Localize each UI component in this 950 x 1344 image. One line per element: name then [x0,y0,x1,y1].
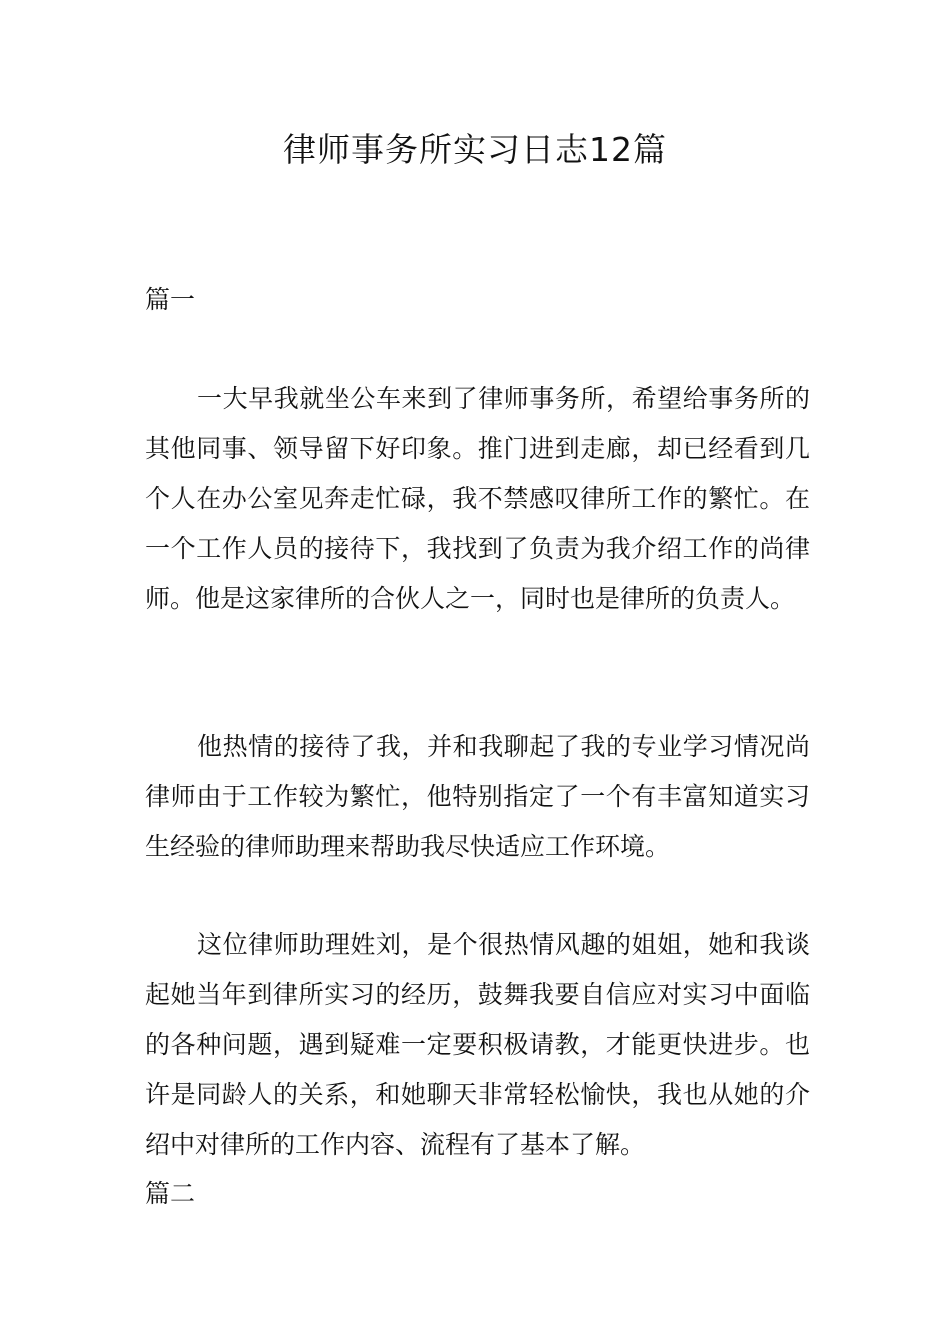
paragraph-3: 这位律师助理姓刘，是个很热情风趣的姐姐，她和我谈起她当年到律所实习的经历，鼓舞我要自信应对实习中面临的各种问题，遇到疑难一定要积极请教，才能更快进步。也许是同龄人的关系，和她聊天非常轻松愉快，我也从她的介绍中对律所的工作内容、流程有了基本了解。 [145,930,810,1159]
paragraph-1: 一大早我就坐公车来到了律师事务所，希望给事务所的其他同事、领导留下好印象。推门进到走廊，却已经看到几个人在办公室见奔走忙碌，我不禁感叹律所工作的繁忙。在一个工作人员的接待下，我找到了负责为我介绍工作的尚律师。他是这家律所的合伙人之一，同时也是律所的负责人。 [145,384,810,613]
paragraph-2: 他热情的接待了我，并和我聊起了我的专业学习情况尚律师由于工作较为繁忙，他特别指定了一个有丰富知道实习生经验的律师助理来帮助我尽快适应工作环境。 [145,732,810,861]
section-heading-2: 篇二 [145,1179,196,1208]
document-title: 律师事务所实习日志12篇 [283,130,667,169]
section-heading-1: 篇一 [145,285,196,314]
